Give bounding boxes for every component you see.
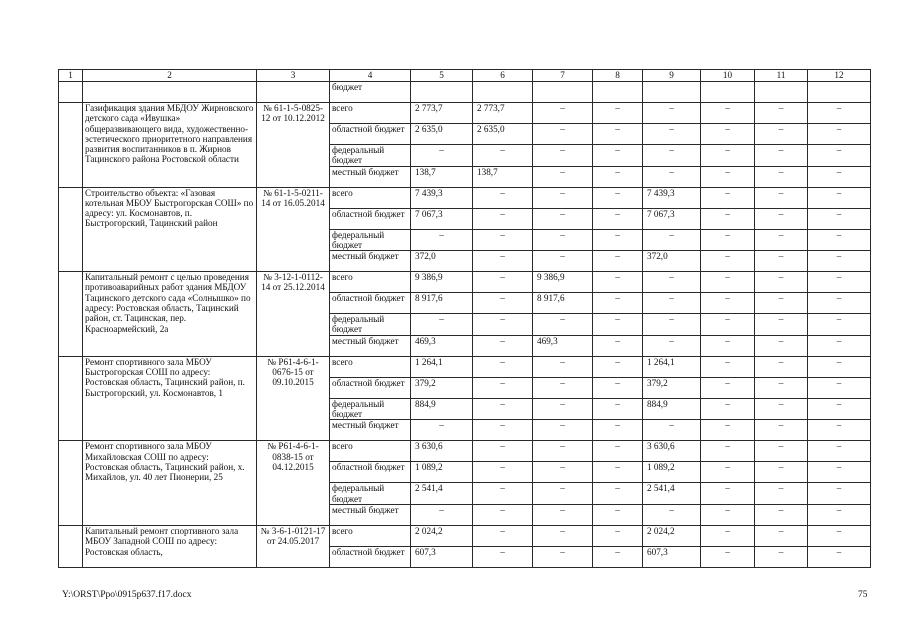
funding-source: всего xyxy=(330,441,411,462)
row-number xyxy=(59,356,83,441)
funding-source: всего xyxy=(330,187,411,208)
amount-cell: – xyxy=(755,377,808,398)
amount-cell: 7 439,3 xyxy=(411,187,473,208)
carry-cell xyxy=(257,82,330,103)
amount-cell: – xyxy=(643,293,701,314)
amount-cell: – xyxy=(808,229,871,251)
amount-cell: – xyxy=(533,420,593,441)
amount-cell: – xyxy=(473,293,533,314)
amount-cell: – xyxy=(808,546,871,567)
amount-cell: – xyxy=(701,462,755,483)
amount-cell: – xyxy=(701,441,755,462)
amount-cell: – xyxy=(701,356,755,377)
amount-cell: – xyxy=(533,124,593,145)
row-number xyxy=(59,103,83,188)
amount-cell: – xyxy=(808,335,871,356)
amount-cell: – xyxy=(411,314,473,336)
amount-cell: – xyxy=(473,420,533,441)
amount-cell: – xyxy=(411,420,473,441)
amount-cell: – xyxy=(533,356,593,377)
amount-cell: – xyxy=(755,166,808,187)
amount-cell: 884,9 xyxy=(411,398,473,420)
amount-cell: – xyxy=(533,145,593,167)
column-header-7: 7 xyxy=(533,70,593,82)
amount-cell: – xyxy=(533,377,593,398)
amount-cell: – xyxy=(593,272,643,293)
amount-cell: – xyxy=(755,441,808,462)
funding-source: федеральный бюджет xyxy=(330,145,411,167)
row-number xyxy=(59,525,83,567)
project-document: № Р61-4-6-1-0676-15 от 09.10.2015 xyxy=(257,356,330,441)
amount-cell: – xyxy=(808,145,871,167)
amount-cell: – xyxy=(755,124,808,145)
amount-cell: 8 917,6 xyxy=(533,293,593,314)
column-header-4: 4 xyxy=(330,70,411,82)
amount-cell: 138,7 xyxy=(411,166,473,187)
footer-page-number: 75 xyxy=(858,590,868,600)
amount-cell: – xyxy=(411,229,473,251)
amount-cell: – xyxy=(473,314,533,336)
amount-cell: – xyxy=(701,546,755,567)
amount-cell: – xyxy=(701,272,755,293)
amount-cell: – xyxy=(533,166,593,187)
amount-cell: – xyxy=(701,335,755,356)
column-header-3: 3 xyxy=(257,70,330,82)
project-name: Капитальный ремонт с целью проведения противоаварийных работ здания МБДОУ Тацинского детского сада «Солнышко» по адресу: Ростовская область, Тацинский район, ст. Тацинская, пер. Красноармейский, 2а xyxy=(83,272,257,357)
amount-cell: – xyxy=(593,293,643,314)
amount-cell: – xyxy=(473,145,533,167)
amount-cell: 8 917,6 xyxy=(411,293,473,314)
amount-cell: – xyxy=(701,293,755,314)
funding-source: областной бюджет xyxy=(330,462,411,483)
amount-cell: – xyxy=(473,377,533,398)
carry-over-row xyxy=(59,82,871,103)
amount-cell: 138,7 xyxy=(473,166,533,187)
amount-cell: – xyxy=(643,124,701,145)
amount-cell: 379,2 xyxy=(643,377,701,398)
amount-cell: 2 773,7 xyxy=(411,103,473,124)
amount-cell: – xyxy=(755,103,808,124)
amount-cell: – xyxy=(808,208,871,229)
amount-cell: 469,3 xyxy=(411,335,473,356)
amount-cell: – xyxy=(808,103,871,124)
funding-source: всего xyxy=(330,356,411,377)
funding-source: федеральный бюджет xyxy=(330,398,411,420)
amount-cell: 2 024,2 xyxy=(411,525,473,546)
amount-cell: 7 067,3 xyxy=(643,208,701,229)
column-header-2: 2 xyxy=(83,70,257,82)
amount-cell: – xyxy=(473,483,533,505)
amount-cell: – xyxy=(701,187,755,208)
amount-cell: 379,2 xyxy=(411,377,473,398)
amount-cell: – xyxy=(593,398,643,420)
amount-cell: – xyxy=(533,462,593,483)
row-number xyxy=(59,272,83,357)
amount-cell: – xyxy=(473,251,533,272)
amount-cell: – xyxy=(593,504,643,525)
funding-source: местный бюджет xyxy=(330,335,411,356)
amount-cell: – xyxy=(411,504,473,525)
amount-cell: – xyxy=(755,420,808,441)
amount-cell: – xyxy=(808,251,871,272)
funding-source: всего xyxy=(330,103,411,124)
program-table xyxy=(58,69,871,568)
column-header-9: 9 xyxy=(643,70,701,82)
amount-cell: – xyxy=(808,314,871,336)
amount-cell: – xyxy=(533,398,593,420)
carry-cell xyxy=(643,82,701,103)
column-header-11: 11 xyxy=(755,70,808,82)
amount-cell: – xyxy=(808,187,871,208)
amount-cell: – xyxy=(643,314,701,336)
amount-cell: – xyxy=(808,356,871,377)
amount-cell: – xyxy=(701,229,755,251)
amount-cell: 607,3 xyxy=(643,546,701,567)
funding-source: областной бюджет xyxy=(330,377,411,398)
amount-cell: – xyxy=(701,504,755,525)
amount-cell: – xyxy=(593,251,643,272)
funding-source: областной бюджет xyxy=(330,546,411,567)
amount-cell: – xyxy=(808,462,871,483)
amount-cell: – xyxy=(533,229,593,251)
amount-cell: – xyxy=(701,398,755,420)
amount-cell: – xyxy=(533,504,593,525)
amount-cell: – xyxy=(533,251,593,272)
amount-cell: – xyxy=(473,525,533,546)
amount-cell: – xyxy=(808,124,871,145)
amount-cell: 3 630,6 xyxy=(411,441,473,462)
amount-cell: – xyxy=(808,166,871,187)
amount-cell: – xyxy=(533,314,593,336)
amount-cell: – xyxy=(593,377,643,398)
amount-cell: 7 067,3 xyxy=(411,208,473,229)
project-name: Газификация здания МБДОУ Жирновского детского сада «Ивушка» общеразвивающего вида, художественно-эстетического приоритетного направления развития воспитанников в п. Жирнов Тацинского района Ростовской области xyxy=(83,103,257,188)
amount-cell: – xyxy=(701,103,755,124)
amount-cell: – xyxy=(593,335,643,356)
amount-cell: – xyxy=(701,420,755,441)
carry-cell xyxy=(83,82,257,103)
amount-cell: 3 630,6 xyxy=(643,441,701,462)
amount-cell: – xyxy=(643,145,701,167)
amount-cell: – xyxy=(643,103,701,124)
amount-cell: – xyxy=(643,504,701,525)
amount-cell: – xyxy=(593,103,643,124)
funding-row xyxy=(59,187,871,208)
carry-cell xyxy=(473,82,533,103)
amount-cell: – xyxy=(755,293,808,314)
amount-cell: – xyxy=(533,208,593,229)
amount-cell: – xyxy=(533,187,593,208)
amount-cell: – xyxy=(643,335,701,356)
amount-cell: – xyxy=(593,420,643,441)
amount-cell: – xyxy=(533,441,593,462)
amount-cell: – xyxy=(473,272,533,293)
amount-cell: 2 773,7 xyxy=(473,103,533,124)
amount-cell: – xyxy=(808,483,871,505)
amount-cell: – xyxy=(473,462,533,483)
row-number xyxy=(59,187,83,272)
carry-cell xyxy=(701,82,755,103)
funding-source: областной бюджет xyxy=(330,293,411,314)
amount-cell: – xyxy=(701,377,755,398)
amount-cell: – xyxy=(755,251,808,272)
amount-cell: 2 024,2 xyxy=(643,525,701,546)
funding-source: местный бюджет xyxy=(330,166,411,187)
amount-cell: – xyxy=(593,208,643,229)
amount-cell: – xyxy=(755,525,808,546)
amount-cell: – xyxy=(755,462,808,483)
funding-source: федеральный бюджет xyxy=(330,229,411,251)
amount-cell: – xyxy=(533,103,593,124)
amount-cell: 1 089,2 xyxy=(411,462,473,483)
project-name: Ремонт спортивного зала МБОУ Михайловская СОШ по адресу: Ростовская область, Тацинский район, х. Михайлов, ул. 40 лет Пионерии, 25 xyxy=(83,441,257,526)
funding-row xyxy=(59,103,871,124)
amount-cell: – xyxy=(593,124,643,145)
amount-cell: – xyxy=(643,272,701,293)
footer-file-path: Y:\ORST\Ppo\0915p637.f17.docx xyxy=(62,590,192,600)
amount-cell: – xyxy=(755,229,808,251)
carry-cell xyxy=(755,82,808,103)
amount-cell: – xyxy=(701,166,755,187)
amount-cell: – xyxy=(755,208,808,229)
column-header-12: 12 xyxy=(808,70,871,82)
funding-source: всего xyxy=(330,525,411,546)
amount-cell: 9 386,9 xyxy=(533,272,593,293)
amount-cell: – xyxy=(808,398,871,420)
amount-cell: – xyxy=(473,441,533,462)
row-number xyxy=(59,441,83,526)
amount-cell: – xyxy=(473,546,533,567)
project-name: Ремонт спортивного зала МБОУ Быстрогорская СОШ по адресу: Ростовская область, Тацинский район, п. Быстрогорский, ул. Космонавтов, 1 xyxy=(83,356,257,441)
amount-cell: – xyxy=(593,525,643,546)
amount-cell: – xyxy=(593,166,643,187)
amount-cell: 372,0 xyxy=(643,251,701,272)
column-header-1: 1 xyxy=(59,70,83,82)
amount-cell: – xyxy=(808,272,871,293)
amount-cell: 2 635,0 xyxy=(473,124,533,145)
funding-row xyxy=(59,356,871,377)
carry-cell xyxy=(593,82,643,103)
amount-cell: – xyxy=(808,441,871,462)
amount-cell: – xyxy=(473,208,533,229)
project-document: № 61-1-5-0825-12 от 10.12.2012 xyxy=(257,103,330,188)
amount-cell: – xyxy=(473,504,533,525)
funding-row xyxy=(59,441,871,462)
amount-cell: – xyxy=(593,462,643,483)
amount-cell: 1 264,1 xyxy=(411,356,473,377)
amount-cell: – xyxy=(755,398,808,420)
project-document: № 3-6-1-0121-17 от 24.05.2017 xyxy=(257,525,330,567)
amount-cell: 372,0 xyxy=(411,251,473,272)
amount-cell: – xyxy=(701,124,755,145)
project-name: Капитальный ремонт спортивного зала МБОУ Западной СОШ по адресу: Ростовская область, xyxy=(83,525,257,567)
amount-cell: – xyxy=(643,166,701,187)
project-document: № Р61-4-6-1-0838-15 от 04.12.2015 xyxy=(257,441,330,526)
amount-cell: – xyxy=(593,546,643,567)
amount-cell: – xyxy=(643,420,701,441)
amount-cell: – xyxy=(755,335,808,356)
carry-cell xyxy=(808,82,871,103)
amount-cell: – xyxy=(755,504,808,525)
column-header-8: 8 xyxy=(593,70,643,82)
amount-cell: – xyxy=(701,525,755,546)
amount-cell: – xyxy=(701,314,755,336)
funding-source: федеральный бюджет xyxy=(330,483,411,505)
amount-cell: – xyxy=(755,314,808,336)
project-document: № 3-12-1-0112-14 от 25.12.2014 xyxy=(257,272,330,357)
funding-source: федеральный бюджет xyxy=(330,314,411,336)
amount-cell: – xyxy=(755,145,808,167)
amount-cell: 1 264,1 xyxy=(643,356,701,377)
amount-cell: 7 439,3 xyxy=(643,187,701,208)
amount-cell: – xyxy=(473,335,533,356)
column-header-6: 6 xyxy=(473,70,533,82)
amount-cell: – xyxy=(755,272,808,293)
amount-cell: 469,3 xyxy=(533,335,593,356)
amount-cell: – xyxy=(593,145,643,167)
amount-cell: 2 541,4 xyxy=(411,483,473,505)
project-name: Строительство объекта: «Газовая котельная МБОУ Быстрогорская СОШ» по адресу: ул. Космонавтов, п. Быстрогорский, Тацинский район xyxy=(83,187,257,272)
amount-cell: – xyxy=(411,145,473,167)
amount-cell: – xyxy=(593,229,643,251)
amount-cell: – xyxy=(533,546,593,567)
amount-cell: 607,3 xyxy=(411,546,473,567)
amount-cell: – xyxy=(755,483,808,505)
amount-cell: – xyxy=(473,229,533,251)
column-header-5: 5 xyxy=(411,70,473,82)
amount-cell: – xyxy=(808,525,871,546)
amount-cell: – xyxy=(808,420,871,441)
amount-cell: – xyxy=(593,314,643,336)
funding-source: всего xyxy=(330,272,411,293)
carry-cell xyxy=(59,82,83,103)
amount-cell: – xyxy=(701,145,755,167)
amount-cell: – xyxy=(473,356,533,377)
funding-source: бюджет xyxy=(330,82,411,103)
amount-cell: – xyxy=(701,483,755,505)
funding-source: областной бюджет xyxy=(330,124,411,145)
amount-cell: 1 089,2 xyxy=(643,462,701,483)
funding-source: местный бюджет xyxy=(330,504,411,525)
funding-row xyxy=(59,525,871,546)
column-header-10: 10 xyxy=(701,70,755,82)
amount-cell: – xyxy=(533,525,593,546)
amount-cell: – xyxy=(593,187,643,208)
amount-cell: – xyxy=(701,208,755,229)
amount-cell: – xyxy=(755,546,808,567)
amount-cell: – xyxy=(755,187,808,208)
amount-cell: – xyxy=(808,377,871,398)
amount-cell: – xyxy=(533,483,593,505)
amount-cell: 2 541,4 xyxy=(643,483,701,505)
amount-cell: – xyxy=(755,356,808,377)
funding-row xyxy=(59,272,871,293)
amount-cell: – xyxy=(701,251,755,272)
funding-source: местный бюджет xyxy=(330,420,411,441)
funding-source: местный бюджет xyxy=(330,251,411,272)
amount-cell: – xyxy=(593,483,643,505)
amount-cell: – xyxy=(593,356,643,377)
amount-cell: – xyxy=(643,229,701,251)
carry-cell xyxy=(411,82,473,103)
amount-cell: – xyxy=(473,398,533,420)
carry-cell xyxy=(533,82,593,103)
column-header-row xyxy=(59,70,871,82)
amount-cell: 2 635,0 xyxy=(411,124,473,145)
amount-cell: – xyxy=(808,504,871,525)
amount-cell: 884,9 xyxy=(643,398,701,420)
amount-cell: – xyxy=(593,441,643,462)
amount-cell: 9 386,9 xyxy=(411,272,473,293)
amount-cell: – xyxy=(473,187,533,208)
project-document: № 61-1-5-0211-14 от 16.05.2014 xyxy=(257,187,330,272)
amount-cell: – xyxy=(808,293,871,314)
funding-source: областной бюджет xyxy=(330,208,411,229)
